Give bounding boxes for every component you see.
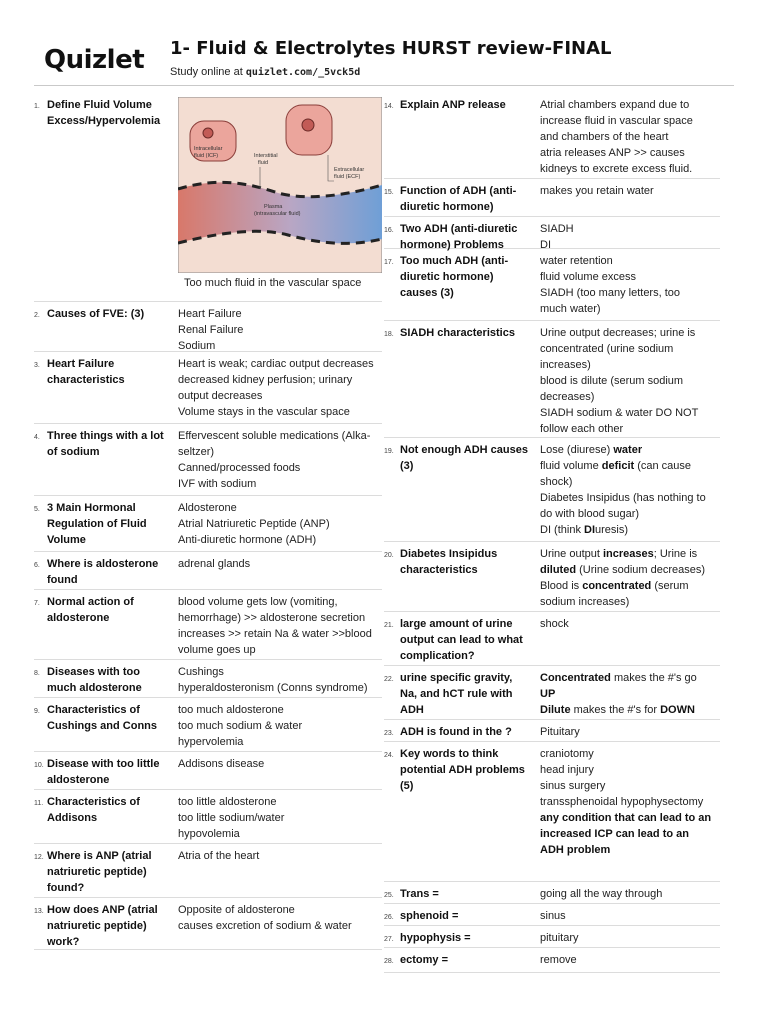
definition-line: Atrial Natriuretic Peptide (ANP): [178, 518, 330, 530]
card-number: 14.: [384, 103, 394, 110]
card-term: Where is aldosterone found: [47, 558, 159, 586]
definition-line: fluid volume excess: [540, 271, 636, 283]
definition-line: Volume stays in the vascular space: [178, 406, 350, 418]
card-term: Three things with a lot of sodium: [47, 430, 164, 458]
card-number: 22.: [384, 676, 394, 683]
card-term: Too much ADH (anti-diuretic hormone) causes (3): [400, 255, 509, 299]
quizlet-logo[interactable]: Quizlet: [44, 45, 145, 75]
card-definition: [178, 794, 382, 842]
card-number: 25.: [384, 892, 394, 899]
definition-line: Aldosterone: [178, 502, 237, 514]
label-interstitial-1: Interstitial: [254, 153, 278, 159]
definition-line: too much sodium & water: [178, 720, 303, 732]
flashcard-row: [34, 93, 382, 302]
definition-line: sinus surgery: [540, 780, 606, 792]
card-definition: [178, 556, 382, 572]
definition-line: Diabetes Insipidus (has nothing to: [540, 492, 706, 504]
card-definition: [540, 670, 720, 718]
card-term: urine specific gravity, Na, and hCT rule with ADH: [400, 672, 513, 716]
definition-line: hypervolemia: [178, 736, 244, 748]
card-term: Trans =: [400, 888, 439, 900]
flashcard-row: [384, 742, 720, 882]
definition-line: sinus: [540, 910, 566, 922]
card-term: hypophysis =: [400, 932, 471, 944]
definition-line: head injury: [540, 764, 594, 776]
card-number: 8.: [34, 670, 40, 677]
card-term: Characteristics of Cushings and Conns: [47, 704, 157, 732]
definition-line: Cushings: [178, 666, 224, 678]
card-term: Two ADH (anti-diuretic hormone) Problems: [400, 223, 518, 251]
card-definition: [178, 306, 382, 354]
definition-line: hypovolemia: [178, 828, 240, 840]
card-term: Normal action of aldosterone: [47, 596, 134, 624]
flashcard-row: [384, 438, 720, 542]
card-term: Not enough ADH causes (3): [400, 444, 528, 472]
definition-line: remove: [540, 954, 577, 966]
flashcard-row: [34, 790, 382, 844]
definition-line: causes excretion of sodium & water: [178, 920, 352, 932]
page-title: 1- Fluid & Electrolytes HURST review-FINAL: [170, 38, 612, 59]
card-number: 11.: [34, 800, 44, 807]
definition-line: Heart Failure: [178, 308, 242, 320]
definition-line: increases): [540, 359, 591, 371]
card-number: 4.: [34, 434, 40, 441]
card-definition: [540, 724, 720, 740]
card-number: 9.: [34, 708, 40, 715]
flashcard-row: [34, 496, 382, 552]
card-number: 2.: [34, 312, 40, 319]
card-term: Heart Failure characteristics: [47, 358, 125, 386]
flashcard-row: [384, 926, 720, 948]
diagram-illustration: [178, 97, 382, 273]
definition-line: volume goes up: [178, 644, 256, 656]
flashcard-row: [384, 882, 720, 904]
card-number: 18.: [384, 331, 394, 338]
card-definition: [178, 756, 382, 772]
definition-line: shock: [540, 618, 569, 630]
definition-line: ADH problem: [540, 844, 611, 856]
definition-line: craniotomy: [540, 748, 594, 760]
card-definition: [540, 325, 720, 437]
card-definition: [178, 702, 382, 750]
definition-line: DI: [540, 239, 551, 251]
flashcard-row: [384, 612, 720, 666]
card-term: SIADH characteristics: [400, 327, 515, 339]
card-number: 1.: [34, 103, 40, 110]
definition-line: increased ICP can lead to an: [540, 828, 689, 840]
nucleus-right: [302, 119, 314, 131]
card-term: Characteristics of Addisons: [47, 796, 140, 824]
label-ecf-2: fluid (ECF): [334, 174, 361, 180]
card-number: 3.: [34, 362, 40, 369]
definition-line: do with blood sugar): [540, 508, 640, 520]
card-term: Diseases with too much aldosterone: [47, 666, 142, 694]
card-definition: [540, 930, 720, 946]
flashcard-row: [34, 590, 382, 660]
flashcard-row: [34, 552, 382, 590]
card-definition: [540, 253, 720, 317]
card-term: sphenoid =: [400, 910, 459, 922]
label-icf-2: fluid (ICF): [194, 153, 219, 159]
card-definition: [178, 356, 382, 420]
flashcard-row: [34, 698, 382, 752]
card-term: How does ANP (atrial natriuretic peptide) work?: [47, 904, 158, 948]
flashcard-row: [34, 752, 382, 790]
study-prefix: Study online at: [170, 66, 246, 78]
definition-line: fluid volume deficit (can cause: [540, 460, 692, 472]
definition-line: diluted (Urine sodium decreases): [540, 564, 706, 576]
flashcard-row: [384, 542, 720, 612]
definition-line: Urine output increases; Urine is: [540, 548, 698, 560]
definition-line: Addisons disease: [178, 758, 265, 770]
definition-line: too much aldosterone: [178, 704, 284, 716]
card-term: Disease with too little aldosterone: [47, 758, 160, 786]
definition-line: transsphenoidal hypophysectomy: [540, 796, 704, 808]
definition-line: output decreases: [178, 390, 263, 402]
fluid-compartments-diagram: [178, 97, 382, 273]
definition-line: Opposite of aldosterone: [178, 904, 295, 916]
definition-line: atria releases ANP >> causes: [540, 147, 685, 159]
definition-line: pituitary: [540, 932, 579, 944]
definition-line: Heart is weak; cardiac output decreases: [178, 358, 374, 370]
card-term: Function of ADH (anti-diuretic hormone): [400, 185, 517, 213]
card-term: ectomy =: [400, 954, 448, 966]
label-plasma-1: Plasma: [264, 204, 283, 210]
label-icf-1: Intracellular: [194, 146, 223, 152]
definition-line: increase fluid in vascular space: [540, 115, 693, 127]
definition-line: Effervescent soluble medications (Alka-: [178, 430, 371, 442]
flashcard-row: [34, 424, 382, 496]
definition-line: makes you retain water: [540, 185, 654, 197]
definition-line: increases >> retain Na & water >>blood: [178, 628, 372, 640]
card-definition: [540, 97, 720, 177]
flashcard-row: [34, 844, 382, 898]
diagram-caption: Too much fluid in the vascular space: [184, 277, 362, 289]
card-number: 27.: [384, 936, 394, 943]
card-number: 17.: [384, 259, 394, 266]
definition-line: concentrated (urine sodium: [540, 343, 674, 355]
definition-line: water retention: [540, 255, 613, 267]
definition-line: SIADH: [540, 223, 574, 235]
left-column: [34, 93, 382, 950]
card-term: Causes of FVE: (3): [47, 308, 145, 320]
definition-line: adrenal glands: [178, 558, 251, 570]
flashcard-row: [384, 249, 720, 321]
definition-line: SIADH (too many letters, too: [540, 287, 680, 299]
card-definition: [540, 183, 720, 199]
definition-line: DI (think DIuresis): [540, 524, 629, 536]
definition-line: too little aldosterone: [178, 796, 277, 808]
flashcard-row: [384, 93, 720, 179]
definition-line: decreased kidney perfusion; urinary: [178, 374, 353, 386]
definition-line: Blood is concentrated (serum: [540, 580, 689, 592]
nucleus-left: [203, 128, 213, 138]
definition-line: sodium increases): [540, 596, 630, 608]
definition-line: Renal Failure: [178, 324, 244, 336]
definition-line: Atria of the heart: [178, 850, 260, 862]
card-definition: [540, 546, 720, 610]
definition-line: SIADH sodium & water DO NOT: [540, 407, 699, 419]
card-number: 20.: [384, 552, 394, 559]
card-term: 3 Main Hormonal Regulation of Fluid Volume: [47, 502, 147, 546]
card-definition: [540, 746, 720, 858]
card-number: 15.: [384, 189, 394, 196]
card-definition: [178, 902, 382, 934]
definition-line: shock): [540, 476, 573, 488]
flashcard-row: [384, 666, 720, 720]
card-number: 10.: [34, 762, 44, 769]
definition-line: UP: [540, 688, 556, 700]
study-url-link[interactable]: quizlet.com/_5vck5d: [245, 67, 361, 78]
definition-line: seltzer): [178, 446, 215, 458]
card-number: 12.: [34, 854, 44, 861]
flashcard-row: [384, 720, 720, 742]
card-term: Explain ANP release: [400, 99, 506, 111]
definition-line: kidneys to excrete excess fluid.: [540, 163, 693, 175]
card-definition: [178, 97, 382, 291]
card-number: 19.: [384, 448, 394, 455]
definition-line: hemorrhage) >> aldosterone secretion: [178, 612, 366, 624]
card-number: 6.: [34, 562, 40, 569]
card-number: 26.: [384, 914, 394, 921]
definition-line: Canned/processed foods: [178, 462, 301, 474]
card-definition: [178, 428, 382, 492]
card-number: 7.: [34, 600, 40, 607]
label-plasma-2: (intravascular fluid): [254, 211, 301, 217]
card-term: Key words to think potential ADH problems (5): [400, 748, 525, 792]
definition-line: hyperaldosteronism (Conns syndrome): [178, 682, 368, 694]
label-interstitial-2: fluid: [258, 160, 269, 166]
card-definition: [540, 886, 720, 902]
definition-line: Lose (diurese) water: [540, 444, 643, 456]
flashcard-row: [384, 321, 720, 438]
definition-line: Dilute makes the #'s for DOWN: [540, 704, 695, 716]
card-definition: [178, 848, 382, 864]
card-definition: [178, 500, 382, 548]
flashcard-row: [384, 948, 720, 973]
card-term: Define Fluid Volume Excess/Hypervolemia: [47, 99, 161, 127]
flashcard-row: [34, 302, 382, 352]
definition-line: blood volume gets low (vomiting,: [178, 596, 338, 608]
card-definition: [540, 908, 720, 924]
flashcard-row: [34, 660, 382, 698]
page-header: [0, 0, 768, 88]
definition-line: and chambers of the heart: [540, 131, 669, 143]
card-number: 24.: [384, 752, 394, 759]
definition-line: much water): [540, 303, 601, 315]
header-divider: [34, 85, 734, 86]
definition-line: IVF with sodium: [178, 478, 257, 490]
right-column: [384, 93, 720, 973]
label-ecf-1: Extracellular: [334, 167, 365, 173]
card-definition: [540, 616, 720, 632]
card-number: 28.: [384, 958, 394, 965]
definition-line: too little sodium/water: [178, 812, 285, 824]
card-definition: [540, 442, 720, 538]
card-number: 16.: [384, 227, 394, 234]
flashcard-row: [384, 217, 720, 249]
definition-line: Atrial chambers expand due to: [540, 99, 690, 111]
card-term: large amount of urine output can lead to what complication?: [400, 618, 523, 662]
card-number: 13.: [34, 908, 44, 915]
card-term: Diabetes Insipidus characteristics: [400, 548, 498, 576]
definition-line: going all the way through: [540, 888, 663, 900]
definition-line: Urine output decreases; urine is: [540, 327, 696, 339]
definition-line: blood is dilute (serum sodium: [540, 375, 684, 387]
definition-line: decreases): [540, 391, 595, 403]
card-definition: [178, 664, 382, 696]
definition-line: Sodium: [178, 340, 216, 352]
study-online-text: [170, 66, 360, 78]
flashcard-row: [34, 898, 382, 950]
card-definition: [540, 952, 720, 968]
flashcard-row: [34, 352, 382, 424]
definition-line: Anti-diuretic hormone (ADH): [178, 534, 317, 546]
card-definition: [178, 594, 382, 658]
definition-line: any condition that can lead to an: [540, 812, 712, 824]
card-number: 21.: [384, 622, 394, 629]
definition-line: Pituitary: [540, 726, 580, 738]
flashcard-row: [384, 904, 720, 926]
definition-line: Concentrated makes the #'s go: [540, 672, 697, 684]
card-number: 5.: [34, 506, 40, 513]
flashcard-row: [384, 179, 720, 217]
card-term: ADH is found in the ?: [400, 726, 512, 738]
card-number: 23.: [384, 730, 394, 737]
definition-line: follow each other: [540, 423, 624, 435]
card-term: Where is ANP (atrial natriuretic peptide) found?: [47, 850, 152, 894]
